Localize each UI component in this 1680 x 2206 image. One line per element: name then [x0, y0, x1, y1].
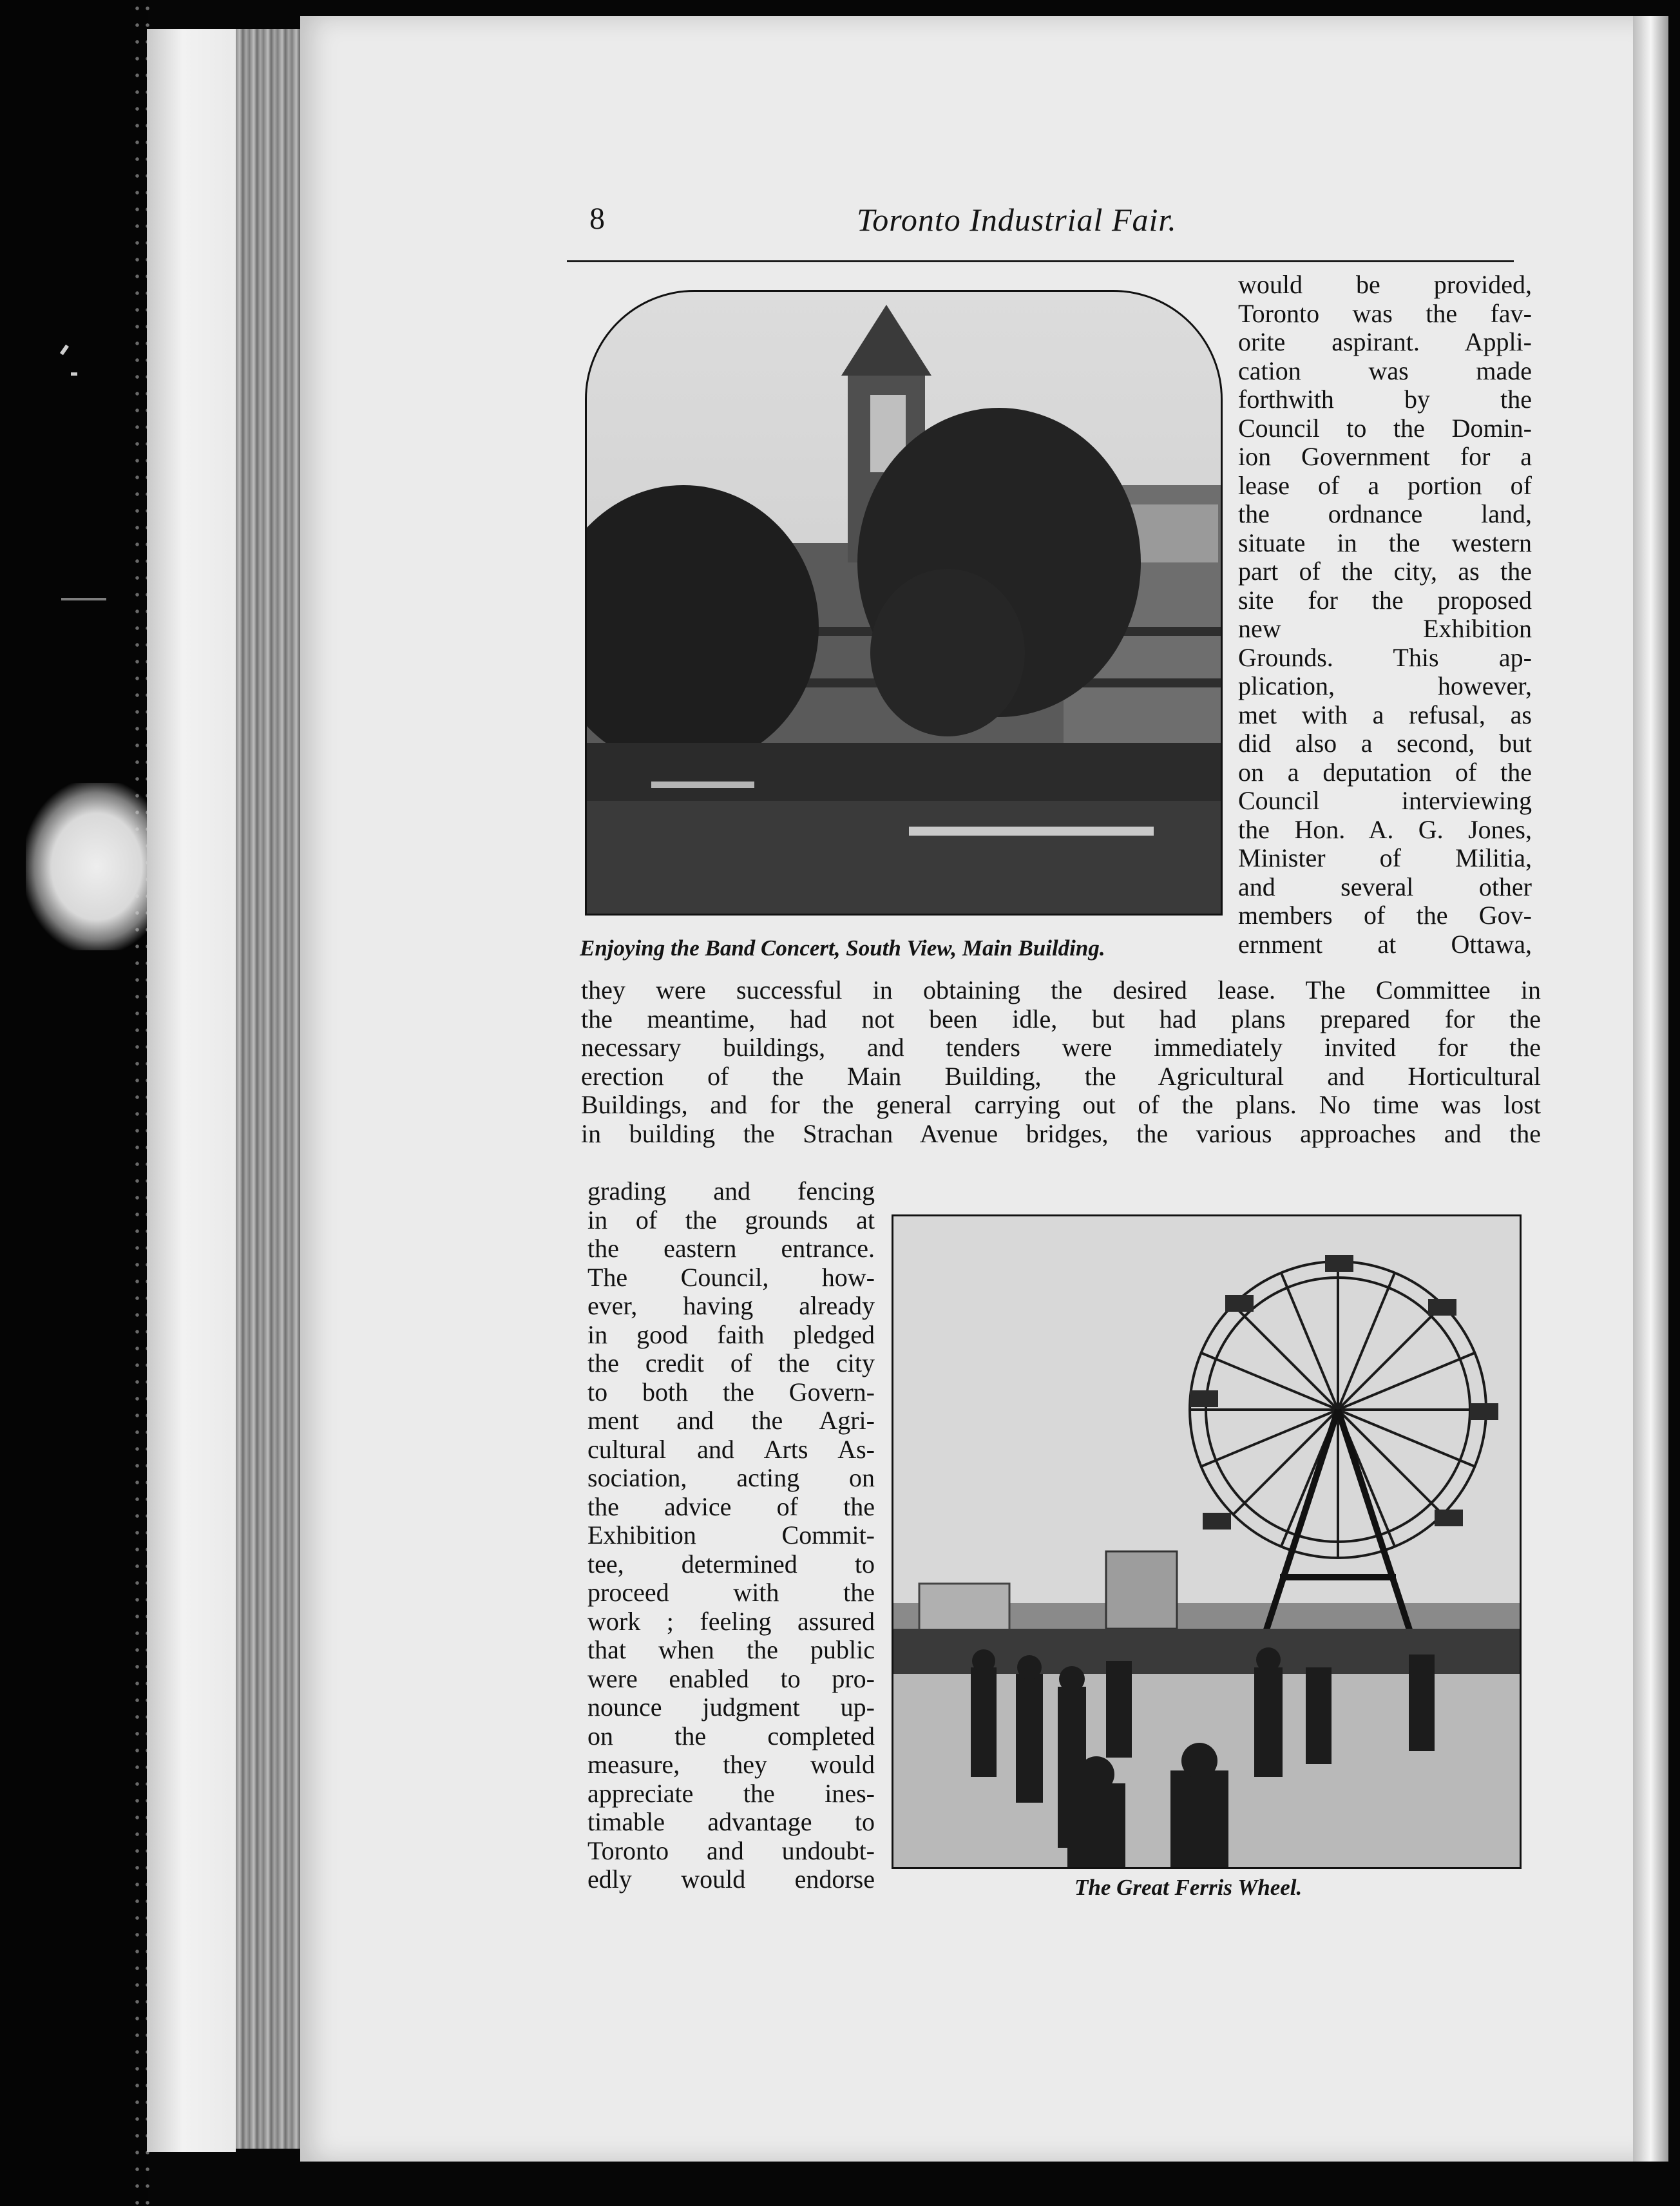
text-line: edly would endorse [587, 1865, 875, 1894]
text-line: erection of the Main Building, the Agricultural and Horticultural [581, 1061, 1541, 1091]
text-line: the Hon. A. G. Jones, [1238, 814, 1532, 844]
text-line: in of the grounds at [587, 1205, 875, 1234]
main-building-illustration [587, 292, 1221, 914]
text-line: and several other [1238, 872, 1532, 901]
text-line: forthwith by the [1238, 385, 1532, 414]
text-line: Minister of Militia, [1238, 843, 1532, 872]
text-line: necessary buildings, and tenders were immediately invited for the [581, 1033, 1541, 1062]
text-line: the credit of the city [587, 1348, 875, 1377]
page-header [567, 198, 1514, 256]
text-line: Toronto and undoubt- [587, 1836, 875, 1865]
text-line: ment and the Agri- [587, 1406, 875, 1435]
text-line: on a deputation of the [1238, 757, 1532, 787]
running-title: Toronto Industrial Fair. [857, 202, 1177, 238]
text-line: in good faith pledged [587, 1319, 875, 1349]
text-line: were enabled to pro- [587, 1664, 875, 1693]
text-line: tee, determined to [587, 1549, 875, 1578]
text-line: members of the Gov- [1238, 901, 1532, 930]
scan-background [0, 0, 148, 2206]
ferris-wheel-photo [892, 1214, 1522, 1869]
ferris-wheel-illustration [893, 1216, 1520, 1867]
text-full-width [581, 976, 1541, 1148]
text-line: timable advantage to [587, 1807, 875, 1836]
text-line: site for the proposed [1238, 585, 1532, 615]
text-line: to both the Govern- [587, 1377, 875, 1406]
text-line: they were successful in obtaining the desired lease. The Committee in [581, 975, 1541, 1004]
text-line: cultural and Arts As- [587, 1434, 875, 1464]
header-rule [567, 260, 1514, 262]
text-line: Buildings, and for the general carrying out of the plans. No time was lost [581, 1090, 1541, 1119]
book-gutter [236, 29, 300, 2149]
text-line: new Exhibition [1238, 614, 1532, 643]
page-edge-right [1633, 16, 1668, 2162]
text-line: work ; feeling assured [587, 1606, 875, 1636]
text-line: would be provided, [1238, 270, 1532, 299]
text-line: the ordnance land, [1238, 499, 1532, 528]
text-line: proceed with the [587, 1578, 875, 1607]
text-line: on the completed [587, 1721, 875, 1750]
text-line: nounce judgment up- [587, 1693, 875, 1722]
text-line: the meantime, had not been idle, but had plans prepared for the [581, 1004, 1541, 1033]
page-number: 8 [589, 202, 605, 236]
text-line: ion Government for a [1238, 442, 1532, 471]
text-line: Exhibition Commit- [587, 1520, 875, 1549]
text-line: grading and fencing [587, 1176, 875, 1205]
text-column-left [587, 1177, 875, 1894]
text-line: lease of a portion of [1238, 470, 1532, 500]
paper-stain [26, 783, 155, 950]
main-building-caption: Enjoying the Band Concert, South View, Main Building. [580, 935, 1105, 961]
ferris-wheel-caption: The Great Ferris Wheel. [1074, 1875, 1303, 1900]
text-line: that when the public [587, 1635, 875, 1664]
scan-mark [61, 598, 106, 600]
text-line: cation was made [1238, 356, 1532, 385]
text-line: measure, they would [587, 1750, 875, 1779]
text-line: part of the city, as the [1238, 557, 1532, 586]
text-line: did also a second, but [1238, 729, 1532, 758]
previous-pages-edge [147, 29, 236, 2152]
text-line: ernment at Ottawa, [1238, 929, 1532, 959]
text-line: Council interviewing [1238, 786, 1532, 815]
text-line: met with a refusal, as [1238, 700, 1532, 729]
text-line: The Council, how- [587, 1262, 875, 1292]
text-column-right [1238, 271, 1532, 959]
text-line: sociation, acting on [587, 1463, 875, 1492]
text-line: the advice of the [587, 1491, 875, 1521]
main-building-photo [585, 290, 1223, 916]
text-line: plication, however, [1238, 671, 1532, 700]
text-line: the eastern entrance. [587, 1234, 875, 1263]
text-line: orite aspirant. Appli- [1238, 327, 1532, 356]
text-line: Toronto was the fav- [1238, 298, 1532, 328]
text-line: ever, having already [587, 1291, 875, 1320]
text-line: Grounds. This ap- [1238, 642, 1532, 672]
scan-mark [71, 372, 77, 376]
text-line: appreciate the ines- [587, 1778, 875, 1808]
text-line: situate in the western [1238, 528, 1532, 557]
text-line: in building the Strachan Avenue bridges, the various approaches and the [581, 1118, 1541, 1148]
text-line: Council to the Domin- [1238, 413, 1532, 443]
